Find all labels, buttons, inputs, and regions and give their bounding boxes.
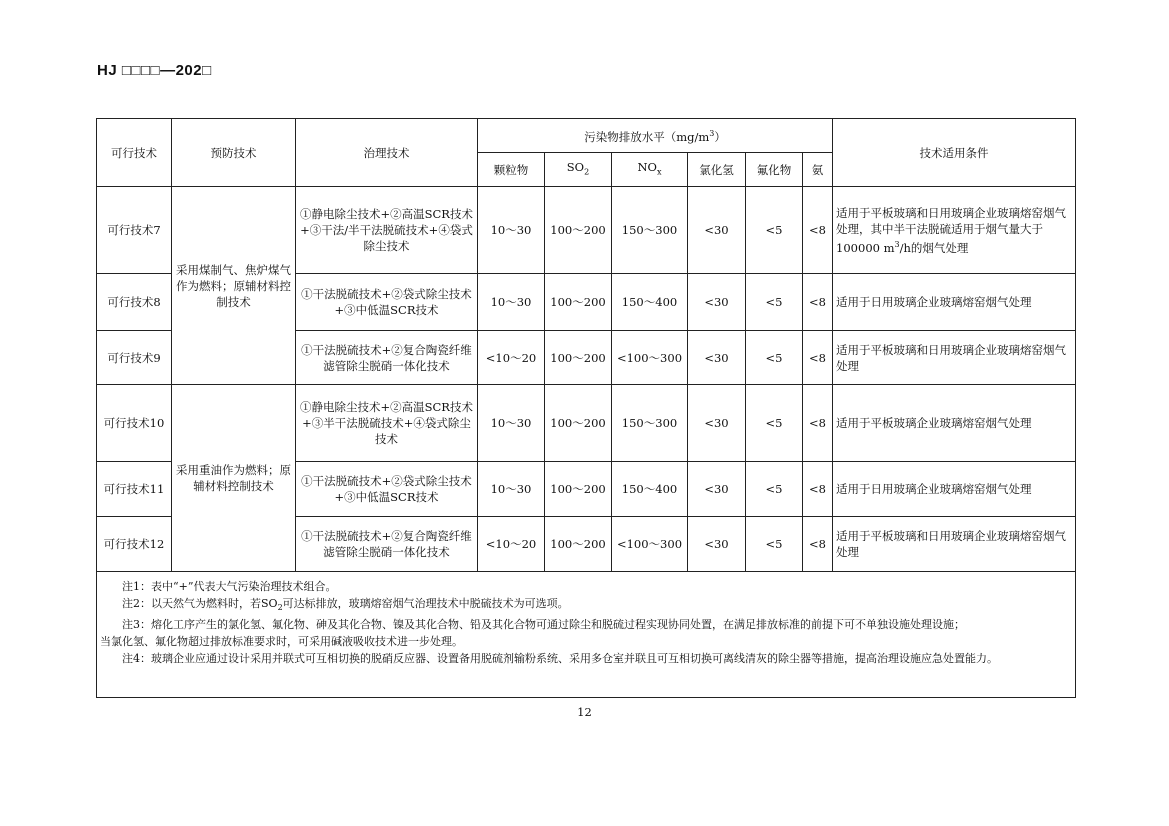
- header-treatment: 治理技术: [296, 119, 478, 187]
- nh3-cell: <8: [803, 331, 833, 385]
- prevention-cell: 采用煤制气、焦炉煤气作为燃料；原辅材料控制技术: [172, 187, 296, 385]
- header-so2: $SO_2$: [545, 153, 612, 187]
- treatment-cell: ①静电除尘技术+②高温SCR技术+③干法/半干法脱硫技术+④袋式除尘技术: [296, 187, 478, 274]
- notes-row: [97, 572, 1076, 698]
- condition-cell: 适用于日用玻璃企业玻璃熔窑烟气处理: [833, 274, 1076, 331]
- particulate-cell: <10～20: [478, 331, 545, 385]
- particulate-cell: 10～30: [478, 462, 545, 517]
- so2-cell: 100～200: [545, 462, 612, 517]
- hcl-cell: <30: [688, 462, 746, 517]
- hcl-cell: <30: [688, 187, 746, 274]
- note-4: 注4：玻璃企业应通过设计采用并联式可互相切换的脱硝反应器、设置备用脱硫剂输粉系统、采用多仓室并联且可互相切换可离线清灰的除尘器等措施，提高治理设施应急处置能力。: [122, 652, 998, 666]
- table-row: [97, 187, 1076, 274]
- row-name: 可行技术11: [97, 462, 172, 517]
- header-nh3: 氨: [803, 153, 833, 187]
- treatment-cell: ①干法脱硫技术+②复合陶瓷纤维滤管除尘脱硝一体化技术: [296, 331, 478, 385]
- so2-cell: 100～200: [545, 517, 612, 572]
- condition-cell: 适用于平板玻璃和日用玻璃企业玻璃熔窑烟气处理，其中半干法脱硫适用于烟气量大于100000 $m^3/h$的烟气处理: [833, 187, 1076, 274]
- table-row: [97, 385, 1076, 462]
- nox-cell: 150～400: [612, 462, 688, 517]
- condition-cell: 适用于平板玻璃和日用玻璃企业玻璃熔窑烟气处理: [833, 331, 1076, 385]
- table-notes: [97, 572, 1076, 698]
- header-hf: 氟化物: [746, 153, 803, 187]
- nh3-cell: <8: [803, 385, 833, 462]
- hcl-cell: <30: [688, 385, 746, 462]
- row-name: 可行技术9: [97, 331, 172, 385]
- hcl-cell: <30: [688, 274, 746, 331]
- nh3-cell: <8: [803, 462, 833, 517]
- header-condition: 技术适用条件: [833, 119, 1076, 187]
- row-name: 可行技术8: [97, 274, 172, 331]
- particulate-cell: <10～20: [478, 517, 545, 572]
- note-1: 注1：表中“+”代表大气污染治理技术组合。: [122, 580, 337, 593]
- hf-cell: <5: [746, 517, 803, 572]
- hf-cell: <5: [746, 187, 803, 274]
- so2-cell: 100～200: [545, 274, 612, 331]
- nox-cell: 150～400: [612, 274, 688, 331]
- row-name: 可行技术12: [97, 517, 172, 572]
- row-name: 可行技术10: [97, 385, 172, 462]
- note-3-continued: 当氯化氢、氟化物超过排放标准要求时，可采用碱液吸收技术进一步处理。: [100, 635, 463, 649]
- nox-cell: 150～300: [612, 187, 688, 274]
- nox-cell: <100～300: [612, 331, 688, 385]
- hf-cell: <5: [746, 331, 803, 385]
- header-prevention: 预防技术: [172, 119, 296, 187]
- hcl-cell: <30: [688, 517, 746, 572]
- page-number: 12: [577, 705, 592, 719]
- row-name: 可行技术7: [97, 187, 172, 274]
- hf-cell: <5: [746, 462, 803, 517]
- nh3-cell: <8: [803, 517, 833, 572]
- hcl-cell: <30: [688, 331, 746, 385]
- so2-cell: 100～200: [545, 187, 612, 274]
- treatment-cell: ①干法脱硫技术+②袋式除尘技术+③中低温SCR技术: [296, 462, 478, 517]
- nox-cell: 150～300: [612, 385, 688, 462]
- nh3-cell: <8: [803, 274, 833, 331]
- particulate-cell: 10～30: [478, 385, 545, 462]
- note-3: 注3：熔化工序产生的氯化氢、氟化物、砷及其化合物、镍及其化合物、铅及其化合物可通过除尘和脱硫过程实现协同处置，在满足排放标准的前提下可不单独设施处理设施；: [122, 618, 965, 632]
- header-hcl: 氯化氢: [688, 153, 746, 187]
- prevention-cell: 采用重油作为燃料；原辅材料控制技术: [172, 385, 296, 572]
- nh3-cell: <8: [803, 187, 833, 274]
- treatment-cell: ①静电除尘技术+②高温SCR技术+③半干法脱硫技术+④袋式除尘技术: [296, 385, 478, 462]
- note-2: 注2：以天然气为燃料时，若$SO_2$可达标排放，玻璃熔窑烟气治理技术中脱硫技术为可选项。: [122, 597, 569, 613]
- header-emission-level: 污染物排放水平$(mg/m^3)$: [478, 119, 833, 153]
- feasible-technology-table: [96, 118, 1076, 698]
- treatment-cell: ①干法脱硫技术+②复合陶瓷纤维滤管除尘脱硝一体化技术: [296, 517, 478, 572]
- nox-cell: <100～300: [612, 517, 688, 572]
- header-row-1: [97, 119, 1076, 153]
- hf-cell: <5: [746, 274, 803, 331]
- particulate-cell: 10～30: [478, 274, 545, 331]
- header-particulate: 颗粒物: [478, 153, 545, 187]
- header-feasible: 可行技术: [97, 119, 172, 187]
- particulate-cell: 10～30: [478, 187, 545, 274]
- condition-cell: 适用于平板玻璃企业玻璃熔窑烟气处理: [833, 385, 1076, 462]
- condition-cell: 适用于平板玻璃和日用玻璃企业玻璃熔窑烟气处理: [833, 517, 1076, 572]
- so2-cell: 100～200: [545, 331, 612, 385]
- hf-cell: <5: [746, 385, 803, 462]
- header-nox: $NO_x$: [612, 153, 688, 187]
- condition-cell: 适用于日用玻璃企业玻璃熔窑烟气处理: [833, 462, 1076, 517]
- treatment-cell: ①干法脱硫技术+②袋式除尘技术+③中低温SCR技术: [296, 274, 478, 331]
- document-code: HJ □□□□—202□: [97, 62, 212, 79]
- so2-cell: 100～200: [545, 385, 612, 462]
